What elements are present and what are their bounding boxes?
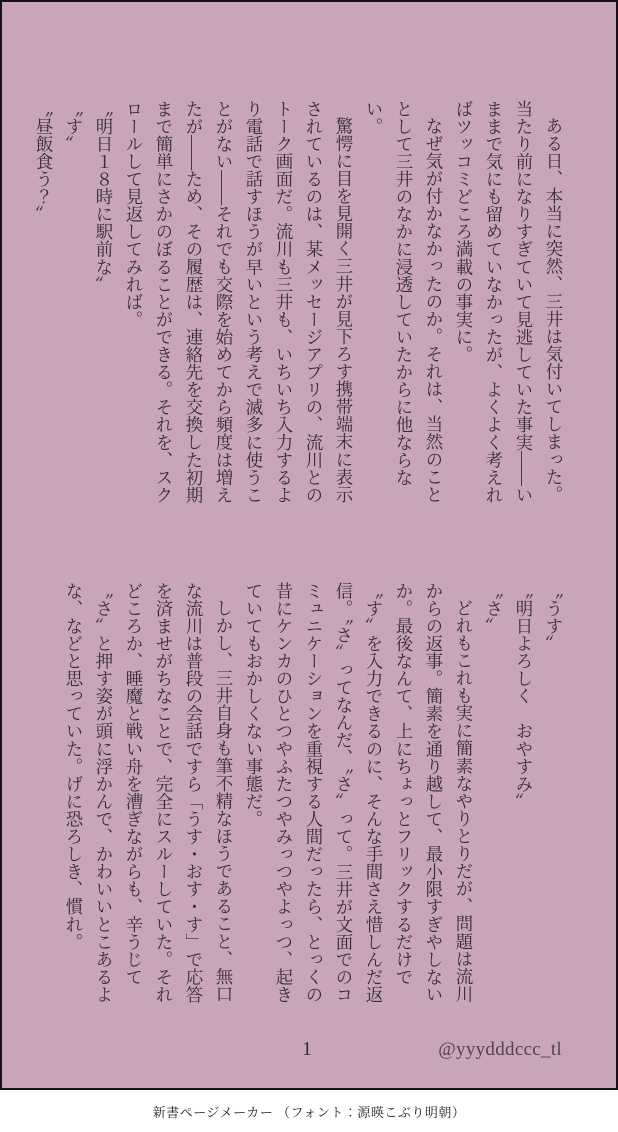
dialogue-line: 〝うす〟 (543, 582, 563, 653)
dialogue-line: 〝明日１８時に駅前な〟 (93, 100, 113, 294)
author-handle: @yyydddccc_tl (438, 1039, 562, 1060)
paragraph: どれもこれも実に簡素なやりとりだが、問題は流川からの返事。簡素を通り越して、最小限すぎやしないか。最後なんて、上にちょっとフリックするだけで〝す〟を入力できるのに、そんな手間さえ惜しんだ返信。〝さ〟ってなんだ、〝さ〟って。三井が文面でのコミュニケーションを重視する人間だったら、とっくの昔にケンカのひとつやふたつやみっつやよっつ、起きていてもおかしくない事態だ。 (243, 582, 473, 1004)
text-block-bottom (53, 582, 568, 1005)
dialogue-line: 〝明日よろしく おやすみ〟 (513, 582, 533, 811)
dialogue-line: 〝さ〟 (483, 582, 503, 635)
page-number: 1 (302, 1038, 312, 1060)
caption-bar (0, 1090, 618, 1132)
dialogue-line: 〝す〟 (63, 100, 83, 153)
paragraph: ある日、本当に突然、三井は気付いてしまった。当たり前になりすぎていて見逃していた事実――いままで気にも留めていなかったが、よくよく考えればツッコミどころ満載の事実に。 (453, 100, 563, 504)
paragraph: 驚愕に目を見開く三井が見下ろす携帯端末に表示されているのは、某メッセージアプリの、流川とのトーク画面だ。流川も三井も、いちいち入力するより電話で話すほうが早いという考えで滅多に使うことがない――それでも交際を始めてから頻度は増えたが――ため、その履歴は、連絡先を交換した初期まで簡単にさかのぼることができる。それを、スクロールして見返してみれば。 (123, 100, 353, 504)
text-block-top (33, 100, 568, 521)
dialogue-line: 〝昼飯食う？〟 (33, 100, 53, 223)
caption-text: 新書ページメーカー （フォント：源暎こぶり明朝） (152, 1104, 466, 1120)
paragraph: しかし、三井自身も筆不精なほうであること、無口な流川は普段の会話ですら「うす・おす・す」で応答を済ませがちなことで、完全にスルーしていた。それどころか、睡魔と戦い舟を漕ぎながらも、辛うじて〝さ〟と押す姿が頭に浮かんで、かわいいとこあるよな、などと思っていた。げに恐ろしき、慣れ。 (63, 582, 233, 1004)
paragraph: なぜ気が付かなかったのか。それは、当然のこととして三井のなかに浸透していたからに他ならない。 (363, 100, 443, 504)
